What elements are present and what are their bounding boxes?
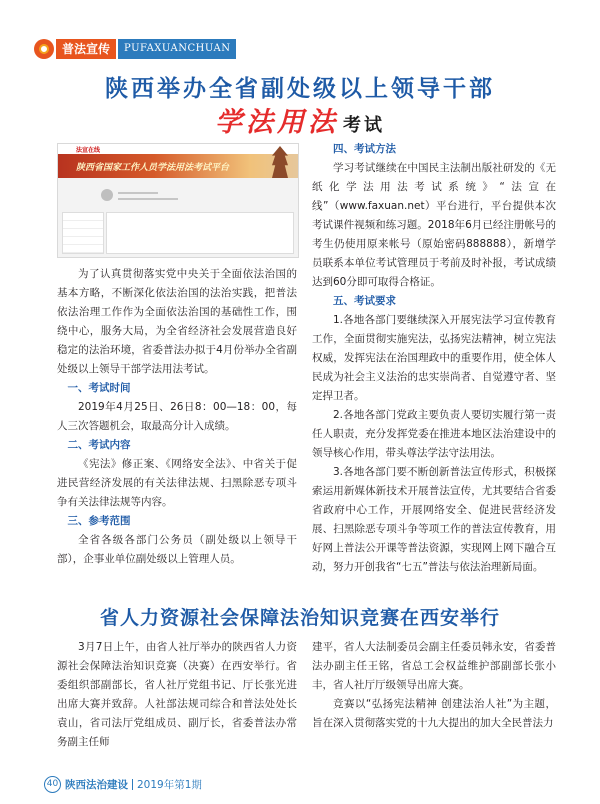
article1-left-column — [57, 265, 297, 569]
column-tag: 普法宣传 — [56, 39, 116, 59]
article2-right-body-2: 竞赛以“弘扬宪法精神 创建法治人社”为主题，旨在深入贯彻落实党的十九大提出的加大全民普法力 — [312, 698, 556, 729]
magazine-name: 陕西法治建设 — [65, 779, 128, 791]
issue-label: 2019年第1期 — [137, 779, 202, 791]
requirement-1: 1.各地各部门要继续深入开展宪法学习宣传教育工作，全面贯彻实施宪法，弘扬宪法精神，树立宪法权威，发挥宪法在治国理政中的重要作用，使全体人民成为社会主义法治的忠实崇尚者、自觉遵守者、坚定捍卫者。 — [312, 314, 556, 402]
article1-subtitle — [0, 100, 600, 139]
section-title: 四、考试方法 — [333, 143, 396, 155]
section-title: 三、参考范围 — [67, 515, 131, 527]
section-body: 学习考试继续在中国民主法制出版社研发的《无纸化学法用法考试系统》“法宣在线”（www.faxuan.net）平台进行，平台提供本次考试课件视频和练习题。2018年6月已经注册帐号的考生仍使用原来帐号（原始密码888888），新增学员联系本单位考试管理员于考前及时补报，考试成绩达到60分即可取得合格证。 — [312, 162, 556, 288]
section-title: 五、考试要求 — [333, 295, 396, 307]
article1-title: 陕西举办全省副处级以上领导干部 — [105, 76, 495, 102]
section-title: 一、考试时间 — [67, 382, 131, 394]
article1-intro: 为了认真贯彻落实党中央关于全面依法治国的基本方略，不断深化依法治国的法治实践，把普法依法治理工作作为全面依法治国的基础性工作，围绕中心，服务大局，为全省经济社会发展营造良好稳定的法治环境，省委普法办拟于4月份举办全省副处级以上领导干部学法用法考试。 — [57, 268, 297, 375]
screenshot-line — [118, 192, 158, 194]
column-tag-en: PUFAXUANCHUAN — [118, 39, 236, 59]
article1-subtitle-black: 考试 — [343, 115, 385, 136]
footer-divider — [132, 779, 133, 790]
column-header — [34, 39, 236, 59]
platform-screenshot-image — [57, 143, 299, 258]
avatar-icon — [101, 189, 113, 201]
section-body: 2019年4月25日、26日8：00—18：00，每人三次答题机会，取最高分计入成绩。 — [57, 401, 297, 432]
article2-right-column — [312, 638, 556, 733]
screenshot-line — [118, 198, 178, 200]
article2-left-column — [57, 638, 297, 752]
screenshot-sidebar — [62, 212, 104, 254]
column-logo-icon — [34, 39, 54, 59]
section-body: 全省各级各部门公务员（副处级以上领导干部），企事业单位副处级以上管理人员。 — [57, 534, 297, 565]
screenshot-panel — [106, 212, 294, 254]
section-title: 二、考试内容 — [67, 439, 131, 451]
screenshot-topbar — [58, 144, 298, 154]
requirement-3: 3.各地各部门要不断创新普法宣传形式，积极探索运用新媒体新技术开展普法宣传，尤其要结合省委省政府中心工作，开展网络安全、促进民营经济发展、扫黑除恶专项斗争等项工作的普法宣传教育，用好网上普法公开课等普法资源，实现网上网下融合互动，努力开创我省“七五”普法与依法治理新局面。 — [312, 466, 556, 573]
article2-left-body: 3月7日上午，由省人社厅举办的陕西省人力资源社会保障法治知识竞赛（决赛）在西安举行。省委组织部副部长，省人社厅党组书记、厅长张光进出席大赛并致辞。人社部法规司综合和普法处处长袁山，省司法厅党组成员、副厅长，省委普法办常务副主任师 — [57, 641, 297, 748]
article1-right-column — [312, 140, 556, 577]
screenshot-logo: 法宣在线 — [76, 146, 101, 154]
screenshot-banner-text: 陕西省国家工作人员学法用法考试平台 — [76, 162, 230, 173]
article1-subtitle-red: 学法用法 — [215, 107, 339, 138]
page-number: 40 — [44, 776, 61, 793]
screenshot-banner — [58, 154, 298, 178]
section-body: 《宪法》修正案、《网络安全法》、中省关于促进民营经济发展的有关法律法规、扫黑除恶专项斗争有关法律法规等内容。 — [57, 458, 297, 508]
requirement-2: 2.各地各部门党政主要负责人要切实履行第一责任人职责，充分发挥党委在推进本地区法治建设中的领导核心作用，带头尊法学法守法用法。 — [312, 409, 556, 459]
page-footer — [44, 777, 202, 792]
article2-right-body-1: 建平，省人大法制委员会副主任委员韩永安，省委普法办副主任王铭，省总工会权益维护部副部长张小丰，省人社厅厅级领导出席大赛。 — [312, 641, 556, 691]
article2-title: 省人力资源社会保障法治知识竞赛在西安举行 — [99, 607, 500, 629]
